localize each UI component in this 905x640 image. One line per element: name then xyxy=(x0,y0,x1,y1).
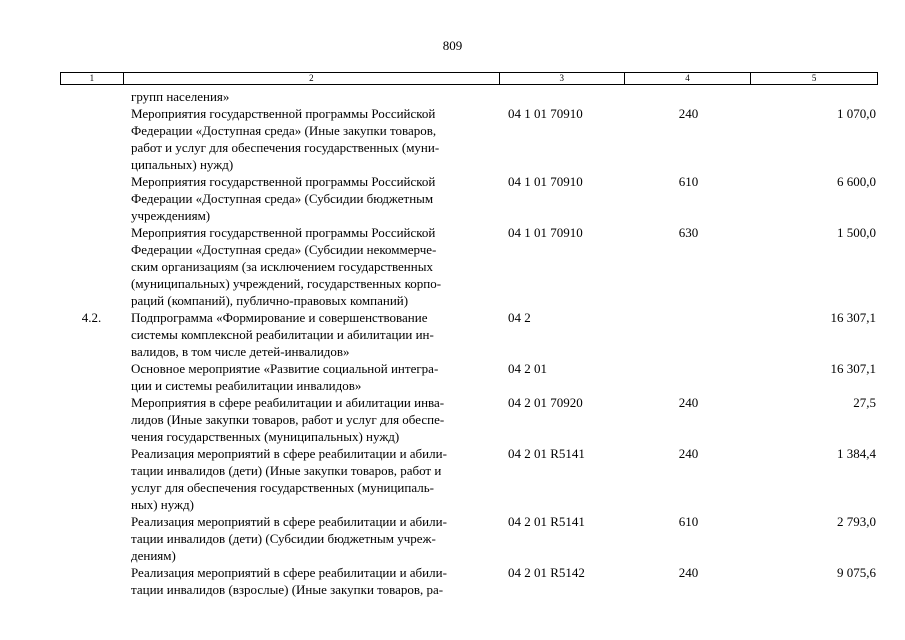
table-row xyxy=(60,513,878,564)
row-amount: 6 600,0 xyxy=(837,174,876,189)
description-line: Реализация мероприятий в сфере реабилитации и абили- xyxy=(131,514,447,529)
row-expense-type: 610 xyxy=(678,514,699,529)
row-number xyxy=(60,564,123,598)
row-description xyxy=(123,105,500,173)
row-number xyxy=(60,224,123,309)
description-line: тации инвалидов (взрослые) (Иные закупки товаров, ра- xyxy=(131,582,444,597)
row-expense-type: 610 xyxy=(678,174,699,189)
table-body xyxy=(60,88,878,598)
table-row xyxy=(60,88,878,105)
header-col-1: 1 xyxy=(61,73,124,84)
table-row xyxy=(60,173,878,224)
description-line: учреждениям) xyxy=(131,208,211,223)
description-line: Федерации «Доступная среда» (Субсидии некоммерче- xyxy=(131,242,437,257)
row-expense-type xyxy=(625,309,752,360)
description-line: Подпрограмма «Формирование и совершенствование xyxy=(131,310,428,325)
table-row xyxy=(60,445,878,513)
row-amount: 9 075,6 xyxy=(837,565,876,580)
description-line: тации инвалидов (дети) (Субсидии бюджетным учреж- xyxy=(131,531,436,546)
row-expense-type: 240 xyxy=(678,565,699,580)
row-code: 04 2 01 R5141 xyxy=(508,514,585,529)
row-description xyxy=(123,360,500,394)
row-expense-type: 240 xyxy=(678,106,699,121)
page-number: 809 xyxy=(442,38,463,53)
description-line: Мероприятия в сфере реабилитации и абилитации инва- xyxy=(131,395,445,410)
table-header xyxy=(60,72,878,85)
row-expense-type xyxy=(625,360,752,394)
description-line: системы комплексной реабилитации и абилитации ин- xyxy=(131,327,434,342)
row-code: 04 2 01 R5142 xyxy=(508,565,585,580)
description-line: Федерации «Доступная среда» (Субсидии бюджетным xyxy=(131,191,434,206)
row-number xyxy=(60,445,123,513)
row-amount: 1 500,0 xyxy=(837,225,876,240)
row-amount: 16 307,1 xyxy=(830,361,876,376)
row-expense-type xyxy=(625,88,752,105)
row-amount xyxy=(752,88,878,105)
row-description xyxy=(123,513,500,564)
row-expense-type: 240 xyxy=(678,446,699,461)
description-line: ским организациям (за исключением государственных xyxy=(131,259,433,274)
row-amount: 1 384,4 xyxy=(837,446,876,461)
row-description xyxy=(123,394,500,445)
row-code: 04 2 01 70920 xyxy=(508,395,583,410)
row-amount: 2 793,0 xyxy=(837,514,876,529)
description-line: раций (компаний), публично-правовых компаний) xyxy=(131,293,409,308)
row-code: 04 2 01 R5141 xyxy=(508,446,585,461)
description-line: (муниципальных) учреждений, государственных корпо- xyxy=(131,276,442,291)
row-number xyxy=(60,360,123,394)
description-line: Реализация мероприятий в сфере реабилитации и абили- xyxy=(131,565,447,580)
description-line: ципальных) нужд) xyxy=(131,157,234,172)
row-code: 04 1 01 70910 xyxy=(508,174,583,189)
description-line: Мероприятия государственной программы Российской xyxy=(131,225,436,240)
row-expense-type: 630 xyxy=(678,225,699,240)
row-number xyxy=(60,105,123,173)
description-line: ных) нужд) xyxy=(131,497,194,512)
description-line: чения государственных (муниципальных) нужд) xyxy=(131,429,400,444)
row-description xyxy=(123,309,500,360)
header-col-5: 5 xyxy=(811,73,817,83)
table-row xyxy=(60,394,878,445)
description-line: Мероприятия государственной программы Российской xyxy=(131,174,436,189)
row-amount: 27,5 xyxy=(853,395,876,410)
description-line: работ и услуг для обеспечения государственных (муни- xyxy=(131,140,440,155)
row-amount: 16 307,1 xyxy=(830,310,876,325)
description-line: валидов, в том числе детей-инвалидов» xyxy=(131,344,350,359)
row-number: 4.2. xyxy=(81,310,102,325)
row-code: 04 1 01 70910 xyxy=(508,225,583,240)
table-row xyxy=(60,105,878,173)
row-code xyxy=(500,88,625,105)
table-row xyxy=(60,224,878,309)
description-line: услуг для обеспечения государственных (муниципаль- xyxy=(131,480,434,495)
row-description xyxy=(123,564,500,598)
description-line: тации инвалидов (дети) (Иные закупки товаров, работ и xyxy=(131,463,442,478)
row-amount: 1 070,0 xyxy=(837,106,876,121)
description-line: Федерации «Доступная среда» (Иные закупки товаров, xyxy=(131,123,437,138)
description-line: групп населения» xyxy=(131,89,230,104)
header-col-2: 2 xyxy=(124,73,500,84)
description-line: ции и системы реабилитации инвалидов» xyxy=(131,378,362,393)
description-line: Основное мероприятие «Развитие социальной интегра- xyxy=(131,361,439,376)
row-description xyxy=(123,173,500,224)
table-row xyxy=(60,309,878,360)
row-code: 04 1 01 70910 xyxy=(508,106,583,121)
description-line: лидов (Иные закупки товаров, работ и услуг для обеспе- xyxy=(131,412,445,427)
description-line: Мероприятия государственной программы Российской xyxy=(131,106,436,121)
table-row xyxy=(60,564,878,598)
row-number xyxy=(60,513,123,564)
description-line: дениям) xyxy=(131,548,176,563)
row-number xyxy=(60,173,123,224)
description-line: Реализация мероприятий в сфере реабилитации и абили- xyxy=(131,446,447,461)
header-col-3: 3 xyxy=(500,73,625,84)
table-row xyxy=(60,360,878,394)
row-number xyxy=(60,394,123,445)
row-description xyxy=(123,445,500,513)
row-description xyxy=(123,88,500,105)
header-col-4: 4 xyxy=(625,73,752,84)
row-description xyxy=(123,224,500,309)
row-expense-type: 240 xyxy=(678,395,699,410)
row-code: 04 2 xyxy=(508,310,531,325)
row-number xyxy=(60,88,123,105)
row-code: 04 2 01 xyxy=(508,361,547,376)
